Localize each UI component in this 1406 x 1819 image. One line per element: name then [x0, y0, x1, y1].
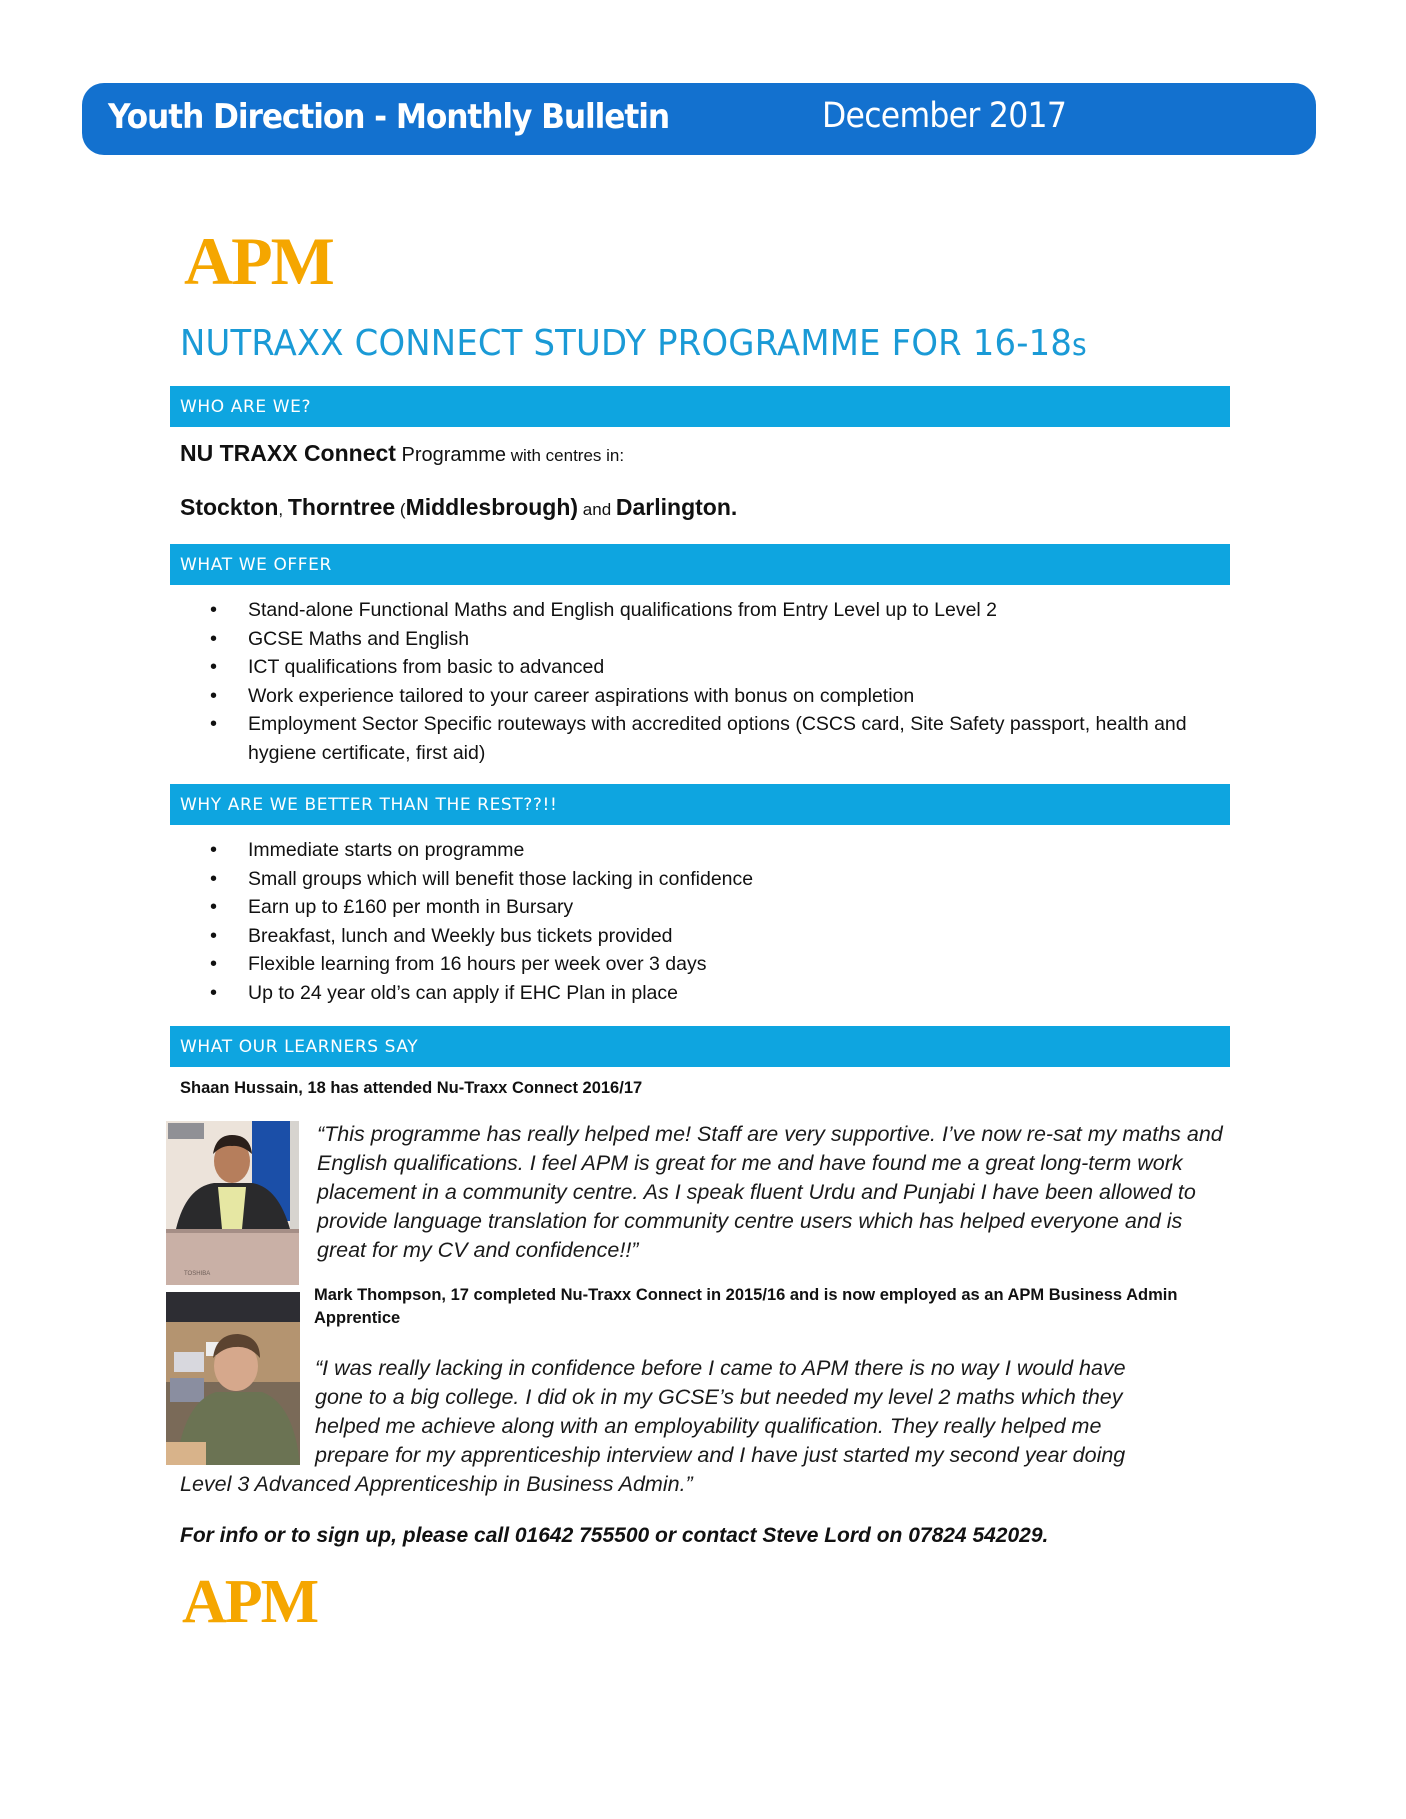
- testimonial-quote-shaan: “This programme has really helped me! Staff are very supportive. I’ve now re-sat my maths and English qualifications. I feel APM is great for me and have found me a great long-term work placement in a community centre. As I speak fluent Urdu and Punjabi I have been allowed to provide language translation for community centre users which has helped everyone and is great for my CV and confidence!!”: [317, 1122, 1223, 1262]
- learner-photo-shaan: [166, 1121, 299, 1285]
- list-item: • Small groups which will benefit those lacking in confidence: [210, 865, 1210, 894]
- programme-name: NU TRAXX Connect: [180, 440, 396, 466]
- list-item: • Immediate starts on programme: [210, 836, 1210, 865]
- section-header-what-we-offer: WHAT WE OFFER: [170, 544, 1230, 585]
- section-header-who-are-we: WHO ARE WE?: [170, 386, 1230, 427]
- apm-logo-bottom: APM: [182, 1568, 318, 1636]
- bulletin-title: Youth Direction - Monthly Bulletin: [108, 97, 670, 137]
- centre-thorntree: Thorntree: [287, 494, 396, 520]
- testimonial-attribution-mark: Mark Thompson, 17 completed Nu-Traxx Connect in 2015/16 and is now employed as an APM Business Admin Apprentice: [314, 1286, 1178, 1327]
- list-item: • Work experience tailored to your career aspirations with bonus on completion: [210, 682, 1210, 711]
- centre-darlington: Darlington.: [615, 494, 738, 520]
- list-item: • Stand-alone Functional Maths and English qualifications from Entry Level up to Level 2: [210, 596, 1210, 625]
- photo-illustration: [166, 1121, 299, 1285]
- contact-info: For info or to sign up, please call 01642 755500 or contact Steve Lord on 07824 542029.: [180, 1524, 1049, 1547]
- quote-line: “I was really lacking in confidence before I came to APM there is no way I would have: [315, 1356, 1126, 1380]
- centres-line: [180, 494, 737, 521]
- section-header-learners-say: WHAT OUR LEARNERS SAY: [170, 1026, 1230, 1067]
- offer-list: [210, 596, 1210, 767]
- photo-laptop-label: TOSHIBA: [184, 1271, 211, 1277]
- list-item: • Earn up to £160 per month in Bursary: [210, 893, 1210, 922]
- section-header-why-better: WHY ARE WE BETTER THAN THE REST??!!: [170, 784, 1230, 825]
- centre-middlesbrough: Middlesbrough: [405, 494, 571, 520]
- bulletin-banner: [82, 83, 1316, 155]
- centres-intro: with centres in:: [505, 446, 625, 465]
- quote-line: gone to a big college. I did ok in my GCSE’s but needed my level 2 maths which they: [315, 1385, 1123, 1409]
- list-item: • GCSE Maths and English: [210, 625, 1210, 654]
- list-item: • ICT qualifications from basic to advanced: [210, 653, 1210, 682]
- testimonial-attribution-shaan: Shaan Hussain, 18 has attended Nu-Traxx Connect 2016/17: [180, 1079, 643, 1097]
- list-item: • Employment Sector Specific routeways with accredited options (CSCS card, Site Safety passport, health and hygiene certificate, first aid): [210, 710, 1188, 767]
- list-item: • Flexible learning from 16 hours per week over 3 days: [210, 950, 1210, 979]
- programme-title: [180, 323, 1087, 364]
- bulletin-date: December 2017: [822, 96, 1067, 136]
- apm-logo-top: APM: [184, 223, 333, 299]
- list-item: • Up to 24 year old’s can apply if EHC Plan in place: [210, 979, 1210, 1008]
- centre-stockton: Stockton: [180, 494, 279, 520]
- separator: ,: [278, 500, 288, 519]
- testimonial-quote-mark: [180, 1354, 1230, 1499]
- separator: ): [570, 494, 579, 520]
- separator: and: [578, 500, 616, 519]
- programme-title-suffix: s: [1072, 328, 1087, 363]
- quote-line: Level 3 Advanced Apprenticeship in Business Admin.”: [180, 1472, 693, 1496]
- programme-title-main: NUTRAXX CONNECT STUDY PROGRAMME FOR 16-18: [180, 323, 1073, 364]
- separator: (: [395, 500, 406, 519]
- programme-word: Programme: [395, 444, 506, 466]
- benefits-list: [210, 836, 1210, 1007]
- intro-programme-line: [180, 440, 624, 467]
- quote-line: helped me achieve along with an employability qualification. They really helped me: [315, 1414, 1102, 1438]
- list-item: • Breakfast, lunch and Weekly bus tickets provided: [210, 922, 1210, 951]
- quote-line: prepare for my apprenticeship interview and I have just started my second year doing: [315, 1443, 1126, 1467]
